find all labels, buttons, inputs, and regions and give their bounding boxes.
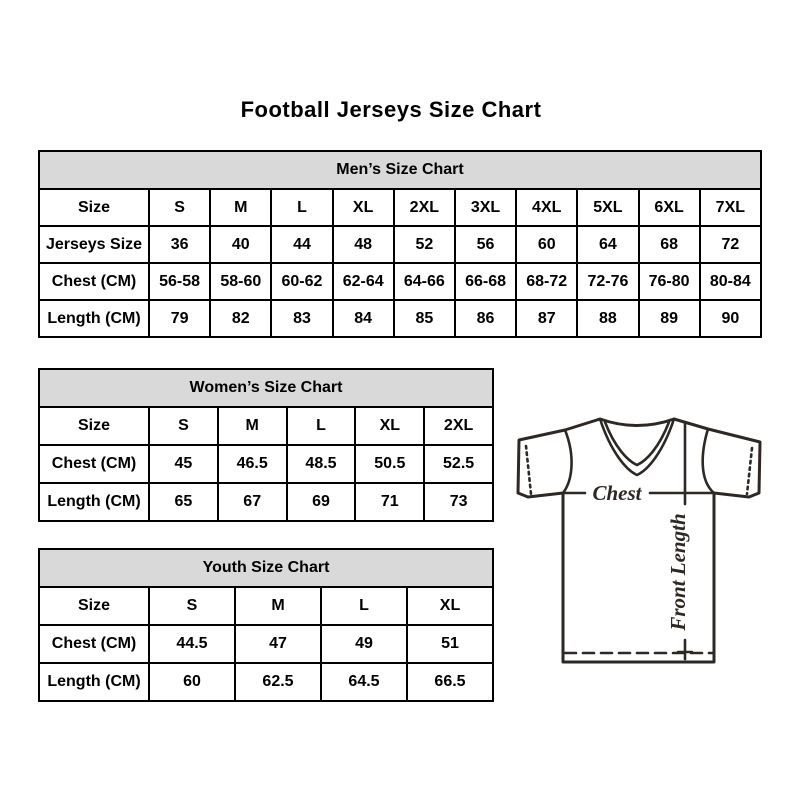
cell: 45 <box>149 445 218 483</box>
cell: 7XL <box>700 189 761 226</box>
cell: 2XL <box>424 407 493 445</box>
row-label: Size <box>39 407 149 445</box>
cell: 72-76 <box>577 263 638 300</box>
cell: XL <box>355 407 424 445</box>
table-row <box>39 263 761 300</box>
cell: 44.5 <box>149 625 235 663</box>
table-row <box>39 663 493 701</box>
cell: 65 <box>149 483 218 521</box>
table-row <box>39 226 761 263</box>
cell: 86 <box>455 300 516 337</box>
mens-size-table <box>38 150 762 338</box>
cell: 44 <box>271 226 332 263</box>
cell: 90 <box>700 300 761 337</box>
cell: 84 <box>333 300 394 337</box>
cell: S <box>149 189 210 226</box>
cell: 76-80 <box>639 263 700 300</box>
cell: 83 <box>271 300 332 337</box>
table-row <box>39 625 493 663</box>
mens-table-header: Men’s Size Chart <box>39 151 761 189</box>
cell: 52.5 <box>424 445 493 483</box>
cell: 52 <box>394 226 455 263</box>
womens-table-header: Women’s Size Chart <box>39 369 493 407</box>
cell: 4XL <box>516 189 577 226</box>
cell: 3XL <box>455 189 516 226</box>
womens-size-table <box>38 368 494 522</box>
cell: 47 <box>235 625 321 663</box>
row-label: Chest (CM) <box>39 263 149 300</box>
cell: 64 <box>577 226 638 263</box>
cell: M <box>210 189 271 226</box>
cell: 56 <box>455 226 516 263</box>
cell: L <box>271 189 332 226</box>
cell: 58-60 <box>210 263 271 300</box>
page-title: Football Jerseys Size Chart <box>240 97 542 122</box>
cell: 87 <box>516 300 577 337</box>
cell: 62-64 <box>333 263 394 300</box>
table-row <box>39 369 493 407</box>
cell: 82 <box>210 300 271 337</box>
cell: 66-68 <box>455 263 516 300</box>
cell: 60 <box>149 663 235 701</box>
cell: 72 <box>700 226 761 263</box>
cell: 36 <box>149 226 210 263</box>
row-label: Length (CM) <box>39 483 149 521</box>
cell: M <box>218 407 287 445</box>
row-label: Size <box>39 189 149 226</box>
cell: 80-84 <box>700 263 761 300</box>
table-row <box>39 189 761 226</box>
cell: 68-72 <box>516 263 577 300</box>
cell: 40 <box>210 226 271 263</box>
cell: 50.5 <box>355 445 424 483</box>
cell: 2XL <box>394 189 455 226</box>
cell: 69 <box>287 483 356 521</box>
row-label: Chest (CM) <box>39 445 149 483</box>
cell: XL <box>407 587 493 625</box>
cell: 85 <box>394 300 455 337</box>
row-label: Size <box>39 587 149 625</box>
front-length-label: Front Length <box>666 513 690 631</box>
row-label: Length (CM) <box>39 663 149 701</box>
cell: 5XL <box>577 189 638 226</box>
cell: 48 <box>333 226 394 263</box>
youth-table-header: Youth Size Chart <box>39 549 493 587</box>
cell: 64.5 <box>321 663 407 701</box>
table-row <box>39 407 493 445</box>
cell: 48.5 <box>287 445 356 483</box>
jersey-outline <box>518 419 760 662</box>
youth-size-table <box>38 548 494 702</box>
cell: 88 <box>577 300 638 337</box>
cell: 71 <box>355 483 424 521</box>
cell: 60 <box>516 226 577 263</box>
table-row <box>39 300 761 337</box>
table-row <box>39 151 761 189</box>
row-label: Jerseys Size <box>39 226 149 263</box>
cell: 67 <box>218 483 287 521</box>
cell: 49 <box>321 625 407 663</box>
cell: 60-62 <box>271 263 332 300</box>
cell: 73 <box>424 483 493 521</box>
cell: 66.5 <box>407 663 493 701</box>
table-row <box>39 549 493 587</box>
cell: S <box>149 407 218 445</box>
cell: M <box>235 587 321 625</box>
cell: 89 <box>639 300 700 337</box>
cell: XL <box>333 189 394 226</box>
cell: 79 <box>149 300 210 337</box>
cell: 51 <box>407 625 493 663</box>
jersey-diagram <box>505 400 775 670</box>
row-label: Chest (CM) <box>39 625 149 663</box>
cell: L <box>321 587 407 625</box>
chest-label: Chest <box>592 481 642 505</box>
table-row <box>39 483 493 521</box>
cell: 6XL <box>639 189 700 226</box>
table-row <box>39 587 493 625</box>
table-row <box>39 445 493 483</box>
cell: 46.5 <box>218 445 287 483</box>
cell: S <box>149 587 235 625</box>
row-label: Length (CM) <box>39 300 149 337</box>
cell: 62.5 <box>235 663 321 701</box>
cell: 56-58 <box>149 263 210 300</box>
cell: L <box>287 407 356 445</box>
cell: 68 <box>639 226 700 263</box>
cell: 64-66 <box>394 263 455 300</box>
